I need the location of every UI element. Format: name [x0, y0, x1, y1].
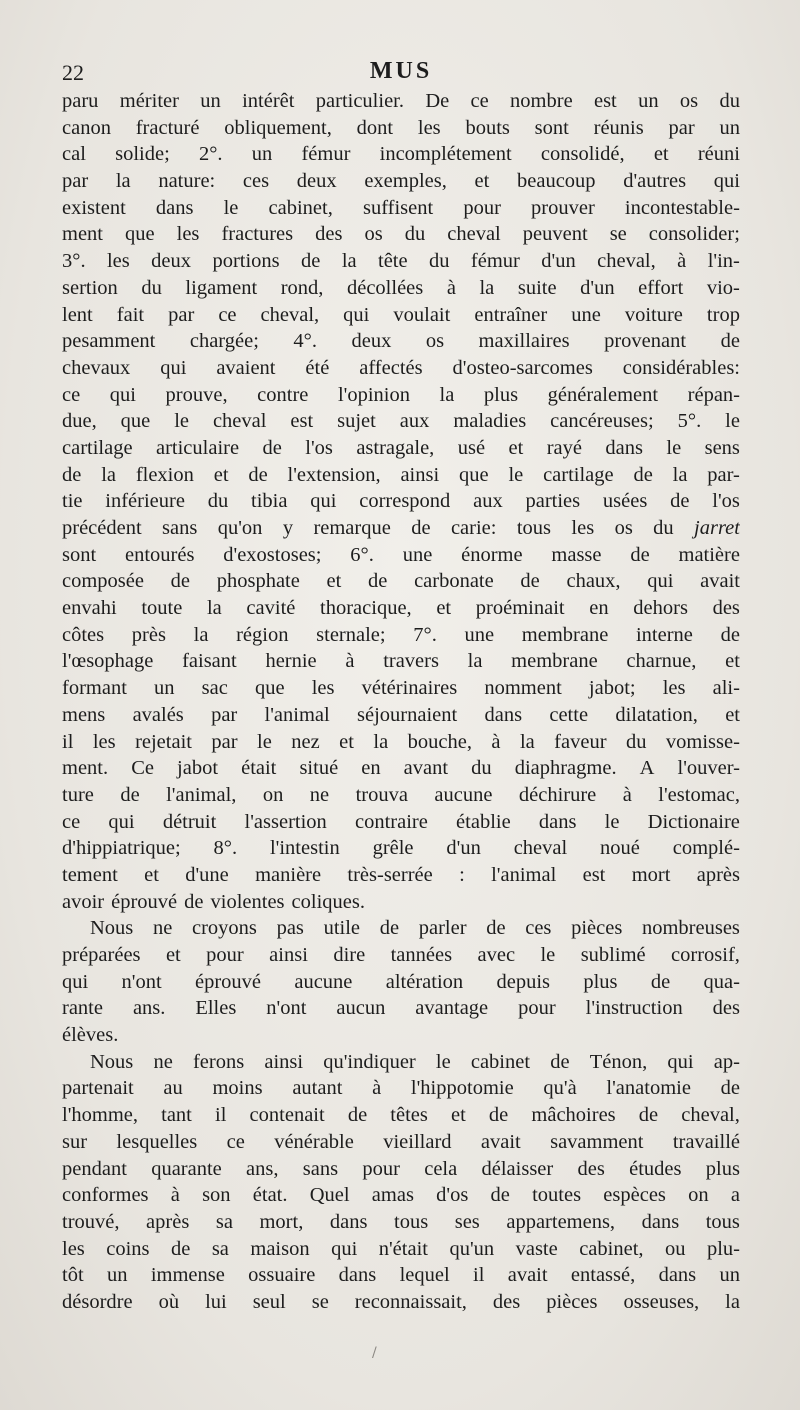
text-line: tement et d'une manière très-serrée : l'animal est mort après: [62, 863, 740, 886]
text-line: sertion du ligament rond, décollées à la suite d'un effort vio-: [62, 276, 740, 299]
text-line: cartilage articulaire de l'os astragale, usé et rayé dans le sens: [62, 436, 740, 459]
text-line: pesamment chargée; 4°. deux os maxillaires provenant de: [62, 330, 740, 353]
running-title: MUS: [369, 58, 433, 84]
text-line: pendant quarante ans, sans pour cela délaisser des études plus: [62, 1157, 740, 1180]
text-line: tôt un immense ossuaire dans lequel il avait entassé, dans un: [62, 1264, 740, 1287]
text-line: partenait au moins autant à l'hippotomie qu'à l'anatomie de: [62, 1077, 740, 1100]
text-line: avoir éprouvé de violentes coliques.: [62, 890, 365, 913]
text-line: élèves.: [62, 1024, 119, 1047]
text-line: ture de l'animal, on ne trouva aucune déchirure à l'estomac,: [62, 783, 740, 806]
text-line: les coins de sa maison qui n'était qu'un vaste cabinet, ou plu-: [62, 1237, 740, 1260]
text-line: ment que les fractures des os du cheval peuvent se consolider;: [62, 223, 740, 246]
text-line: composée de phosphate et de carbonate de chaux, qui avait: [62, 570, 740, 593]
page-number: 22: [62, 60, 84, 85]
text-line: sont entourés d'exostoses; 6°. une énorme masse de matière: [62, 543, 740, 566]
body-text: [62, 88, 740, 1316]
text-line: par la nature: ces deux exemples, et beaucoup d'autres qui: [62, 170, 740, 193]
print-mark: /: [372, 1345, 377, 1361]
text-line: Nous ne croyons pas utile de parler de ces pièces nombreuses: [90, 917, 740, 940]
text-line: Nous ne ferons ainsi qu'indiquer le cabinet de Ténon, qui ap-: [90, 1050, 740, 1073]
text-line: conformes à son état. Quel amas d'os de toutes espèces on a: [62, 1184, 740, 1207]
text-line: mens avalés par l'animal séjournaient dans cette dilatation, et: [62, 703, 740, 726]
text-line: existent dans le cabinet, suffisent pour prouver incontestable-: [62, 196, 740, 219]
text-line: envahi toute la cavité thoracique, et proéminait en dehors des: [62, 597, 740, 620]
text-line: 3°. les deux portions de la tête du fémur d'un cheval, à l'in-: [62, 250, 740, 273]
text-line: ce qui détruit l'assertion contraire établie dans le Dictionaire: [62, 810, 740, 833]
italic-word: jarret: [694, 517, 740, 539]
text-line: côtes près la région sternale; 7°. une membrane interne de: [62, 623, 740, 646]
text-line: cal solide; 2°. un fémur incomplétement consolidé, et réuni: [62, 143, 740, 166]
text-line: due, que le cheval est sujet aux maladies cancéreuses; 5°. le: [62, 410, 740, 433]
text-line: de la flexion et de l'extension, ainsi que le cartilage de la par-: [62, 463, 740, 486]
text-line: il les rejetait par le nez et la bouche, à la faveur du vomisse-: [62, 730, 740, 753]
text-line: qui n'ont éprouvé aucune altération depuis plus de qua-: [62, 970, 740, 993]
text-line: ce qui prouve, contre l'opinion la plus généralement répan-: [62, 383, 740, 406]
page-header: [62, 56, 740, 92]
text-line: paru mériter un intérêt particulier. De ce nombre est un os du: [62, 90, 740, 112]
text-line: désordre où lui seul se reconnaissait, des pièces osseuses, la: [62, 1290, 740, 1313]
text-line: ment. Ce jabot était situé en avant du diaphragme. A l'ouver-: [62, 757, 740, 780]
text-line: trouvé, après sa mort, dans tous ses appartemens, dans tous: [62, 1210, 740, 1233]
text-line: tie inférieure du tibia qui correspond aux parties usées de l'os: [62, 490, 740, 513]
text-line: formant un sac que les vétérinaires nomment jabot; les ali-: [62, 677, 740, 700]
text-line: rante ans. Elles n'ont aucun avantage pour l'instruction des: [62, 997, 740, 1020]
text-line: chevaux qui avaient été affectés d'osteo-sarcomes considérables:: [62, 356, 740, 379]
text-line: préparées et pour ainsi dire tannées avec le sublimé corrosif,: [62, 944, 740, 966]
text-line: l'œsophage faisant hernie à travers la membrane charnue, et: [62, 650, 740, 673]
text-line: lent fait par ce cheval, qui voulait entraîner une voiture trop: [62, 303, 740, 326]
text-line: l'homme, tant il contenait de têtes et de mâchoires de cheval,: [62, 1104, 740, 1127]
text-line: précédent sans qu'on y remarque de carie: tous les os du jarret: [62, 515, 740, 542]
text-line: sur lesquelles ce vénérable vieillard avait savamment travaillé: [62, 1130, 740, 1153]
text-line: d'hippiatrique; 8°. l'intestin grêle d'un cheval noué complé-: [62, 837, 740, 860]
text-line: canon fracturé obliquement, dont les bouts sont réunis par un: [62, 116, 740, 139]
